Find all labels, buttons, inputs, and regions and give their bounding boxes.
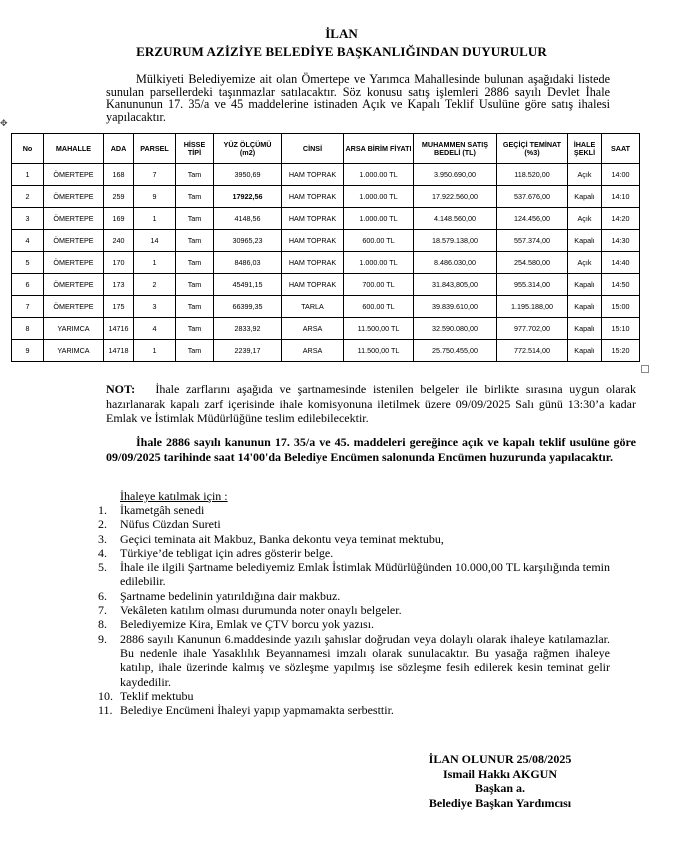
table-cell: 14:50 bbox=[602, 274, 640, 296]
table-cell: 66399,35 bbox=[214, 296, 282, 318]
table-cell: ÖMERTEPE bbox=[44, 164, 104, 186]
table-cell: ARSA bbox=[282, 318, 344, 340]
table-cell: 15:00 bbox=[602, 296, 640, 318]
signature-title: Belediye Başkan Yardımcısı bbox=[428, 795, 572, 810]
list-item-number: 9. bbox=[98, 631, 107, 646]
table-cell: 173 bbox=[104, 274, 134, 296]
table-cell: 1.000.00 TL bbox=[344, 252, 414, 274]
table-move-handle-icon[interactable]: ✥ bbox=[0, 119, 8, 129]
table-cell: 700.00 TL bbox=[344, 274, 414, 296]
column-header: GEÇİÇİ TEMİNAT (%3) bbox=[497, 134, 568, 164]
table-cell: 557.374,00 bbox=[497, 230, 568, 252]
table-cell: Tam bbox=[176, 340, 214, 362]
table-cell: 15:20 bbox=[602, 340, 640, 362]
table-cell: 2833,92 bbox=[214, 318, 282, 340]
list-item bbox=[98, 617, 610, 631]
table-cell: Tam bbox=[176, 252, 214, 274]
parcel-table bbox=[11, 133, 640, 362]
table-cell: 600.00 TL bbox=[344, 296, 414, 318]
list-item-number: 6. bbox=[98, 588, 107, 603]
table-cell: Tam bbox=[176, 208, 214, 230]
table-cell: Açık bbox=[568, 164, 602, 186]
table-cell: 2 bbox=[12, 186, 44, 208]
table-cell: 772.514,00 bbox=[497, 340, 568, 362]
table-cell: Kapalı bbox=[568, 296, 602, 318]
column-header: No bbox=[12, 134, 44, 164]
table-cell: 4 bbox=[134, 318, 176, 340]
list-item-number: 3. bbox=[98, 531, 107, 546]
table-cell: Kapalı bbox=[568, 318, 602, 340]
table-cell: 8 bbox=[12, 318, 44, 340]
list-item-text: Türkiye’de tebligat için adres gösterir belge. bbox=[120, 545, 334, 560]
column-header: HİSSE TİPİ bbox=[176, 134, 214, 164]
table-cell: Tam bbox=[176, 318, 214, 340]
list-item-text: Teklif mektubu bbox=[120, 688, 194, 703]
column-header: PARSEL bbox=[134, 134, 176, 164]
table-row bbox=[12, 296, 640, 318]
table-cell: 9 bbox=[12, 340, 44, 362]
table-cell: 2 bbox=[134, 274, 176, 296]
table-cell: 170 bbox=[104, 252, 134, 274]
list-item bbox=[98, 560, 610, 589]
auction-date-paragraph: İhale 2886 sayılı kanunun 17. 35/a ve 45. maddeleri gereğince açık ve kapalı teklif usulüne göre 09/09/2025 tarihinde saat 14'00'da Belediye Encümen salonunda Encümen huzurunda yapılacaktır. bbox=[106, 435, 636, 464]
table-cell: 31.843,805,00 bbox=[414, 274, 497, 296]
table-cell: HAM TOPRAK bbox=[282, 252, 344, 274]
table-cell: ÖMERTEPE bbox=[44, 186, 104, 208]
table-cell: ÖMERTEPE bbox=[44, 230, 104, 252]
table-cell: YARIMCA bbox=[44, 340, 104, 362]
table-cell: HAM TOPRAK bbox=[282, 186, 344, 208]
table-cell: 25.750.455,00 bbox=[414, 340, 497, 362]
intro-paragraph: Mülkiyeti Belediyemize ait olan Ömertepe ve Yarımca Mahallesinde bulunan aşağıdaki listede sunulan parsellerdeki taşınmazlar satılacaktır. Söz konusu satış işlemleri 2886 sayılı Devlet İhale Kanununun 17. 35/a ve 45 maddelerine istinaden Açık ve Kapalı Teklif Usulüne göre satış ihalesi yapılacaktır. bbox=[106, 72, 610, 124]
table-cell: 14:10 bbox=[602, 186, 640, 208]
table-cell: ÖMERTEPE bbox=[44, 208, 104, 230]
list-item bbox=[98, 689, 610, 703]
signature-role: Başkan a. bbox=[474, 781, 526, 796]
table-cell: Tam bbox=[176, 274, 214, 296]
table-cell: 15:10 bbox=[602, 318, 640, 340]
table-cell: Tam bbox=[176, 186, 214, 208]
table-cell: 1 bbox=[134, 340, 176, 362]
signature-name: Ismail Hakkı AKGUN bbox=[442, 766, 558, 781]
list-item-number: 8. bbox=[98, 617, 107, 632]
table-row bbox=[12, 318, 640, 340]
table-cell: 17922,56 bbox=[214, 186, 282, 208]
table-cell: Tam bbox=[176, 164, 214, 186]
column-header: İHALE ŞEKLİ bbox=[568, 134, 602, 164]
table-cell: 169 bbox=[104, 208, 134, 230]
list-item-number: 1. bbox=[98, 503, 107, 517]
table-cell: YARIMCA bbox=[44, 318, 104, 340]
table-cell: 3.950.690,00 bbox=[414, 164, 497, 186]
list-item-text: Belediye Encümeni İhaleyi yapıp yapmamakta serbesttir. bbox=[120, 703, 394, 718]
table-cell: 14:30 bbox=[602, 230, 640, 252]
table-cell: 3 bbox=[12, 208, 44, 230]
table-cell: ÖMERTEPE bbox=[44, 296, 104, 318]
column-header: CİNSİ bbox=[282, 134, 344, 164]
table-cell: 1 bbox=[12, 164, 44, 186]
table-row bbox=[12, 230, 640, 252]
table-cell: 1 bbox=[134, 208, 176, 230]
table-cell: 32.590.080,00 bbox=[414, 318, 497, 340]
list-item bbox=[98, 532, 610, 546]
table-cell: ÖMERTEPE bbox=[44, 274, 104, 296]
table-cell: 1.000.00 TL bbox=[344, 186, 414, 208]
table-cell: 14716 bbox=[104, 318, 134, 340]
table-cell: 600.00 TL bbox=[344, 230, 414, 252]
table-cell: 14:00 bbox=[602, 164, 640, 186]
table-cell: 17.922.560,00 bbox=[414, 186, 497, 208]
list-item bbox=[98, 603, 610, 617]
table-cell: HAM TOPRAK bbox=[282, 208, 344, 230]
table-cell: 1 bbox=[134, 252, 176, 274]
note-label: NOT: bbox=[106, 382, 136, 396]
table-cell: 1.195.188,00 bbox=[497, 296, 568, 318]
table-cell: Kapalı bbox=[568, 340, 602, 362]
table-cell: 955.314,00 bbox=[497, 274, 568, 296]
table-row bbox=[12, 340, 640, 362]
table-cell: 5 bbox=[12, 252, 44, 274]
table-cell: Açık bbox=[568, 208, 602, 230]
table-cell: 7 bbox=[12, 296, 44, 318]
table-cell: ÖMERTEPE bbox=[44, 252, 104, 274]
table-header-row bbox=[12, 134, 640, 164]
table-cell: HAM TOPRAK bbox=[282, 164, 344, 186]
table-cell: 3 bbox=[134, 296, 176, 318]
table-cell: HAM TOPRAK bbox=[282, 274, 344, 296]
table-cell: 8.486.030,00 bbox=[414, 252, 497, 274]
table-cell: HAM TOPRAK bbox=[282, 230, 344, 252]
table-row bbox=[12, 186, 640, 208]
list-item-number: 2. bbox=[98, 517, 107, 532]
table-cell: 3950,69 bbox=[214, 164, 282, 186]
table-cell: 977.702,00 bbox=[497, 318, 568, 340]
table-row bbox=[12, 274, 640, 296]
table-cell: 8486,03 bbox=[214, 252, 282, 274]
table-cell: 1.000.00 TL bbox=[344, 208, 414, 230]
column-header: ARSA BİRİM FİYATI bbox=[344, 134, 414, 164]
table-cell: 14:40 bbox=[602, 252, 640, 274]
column-header: SAAT bbox=[602, 134, 640, 164]
list-item-text: Şartname bedelinin yatırıldığına dair makbuz. bbox=[120, 588, 341, 603]
note-paragraph bbox=[106, 382, 636, 426]
table-cell: 124.456,00 bbox=[497, 208, 568, 230]
table-cell: 6 bbox=[12, 274, 44, 296]
column-header: YÜZ ÖLÇÜMÜ (m2) bbox=[214, 134, 282, 164]
list-item bbox=[98, 632, 610, 689]
table-cell: 18.579.138,00 bbox=[414, 230, 497, 252]
table-cell: 14 bbox=[134, 230, 176, 252]
table-row bbox=[12, 208, 640, 230]
list-item-text: İkametgâh senedi bbox=[120, 503, 205, 517]
table-cell: Tam bbox=[176, 230, 214, 252]
table-cell: 168 bbox=[104, 164, 134, 186]
list-item-text: Belediyemize Kira, Emlak ve ÇTV borcu yok yazısı. bbox=[120, 617, 375, 632]
table-cell: 14:20 bbox=[602, 208, 640, 230]
table-cell: 175 bbox=[104, 296, 134, 318]
table-cell: 39.839.610,00 bbox=[414, 296, 497, 318]
table-cell: 4148,56 bbox=[214, 208, 282, 230]
table-cell: 14718 bbox=[104, 340, 134, 362]
list-item bbox=[98, 546, 610, 560]
list-item bbox=[98, 589, 610, 603]
table-row bbox=[12, 252, 640, 274]
table-cell: 4 bbox=[12, 230, 44, 252]
table-cell: 7 bbox=[134, 164, 176, 186]
table-cell: Kapalı bbox=[568, 230, 602, 252]
table-cell: TARLA bbox=[282, 296, 344, 318]
list-item bbox=[98, 517, 610, 531]
list-item-text: Nüfus Cüzdan Sureti bbox=[120, 517, 221, 532]
list-item-number: 4. bbox=[98, 545, 107, 560]
page-subtitle: ERZURUM AZİZİYE BELEDİYE BAŞKANLIĞINDAN DUYURULUR bbox=[136, 44, 547, 59]
column-header: MUHAMMEN SATIŞ BEDELİ (TL) bbox=[414, 134, 497, 164]
table-cell: 259 bbox=[104, 186, 134, 208]
note-text: İhale zarflarını aşağıda ve şartnamesinde istenilen belgeler ile birlikte sırasına uygun olarak hazırlanarak kapalı zarf içerisinde ihale komisyonuna iletilmek üzere 09/09/2025 Salı günü 13:30’a kadar Emlak ve İstimlak Müdürlüğüne teslim edilebilecektir. bbox=[106, 382, 637, 426]
signature-date-line: İLAN OLUNUR 25/08/2025 bbox=[428, 752, 572, 766]
table-cell: Kapalı bbox=[568, 186, 602, 208]
table-cell: 4.148.560,00 bbox=[414, 208, 497, 230]
table-cell: 30965,23 bbox=[214, 230, 282, 252]
table-cell: Tam bbox=[176, 296, 214, 318]
column-header: ADA bbox=[104, 134, 134, 164]
table-cell: 240 bbox=[104, 230, 134, 252]
list-item bbox=[98, 703, 610, 717]
column-header: MAHALLE bbox=[44, 134, 104, 164]
table-cell: 2239,17 bbox=[214, 340, 282, 362]
table-cell: 11.500,00 TL bbox=[344, 340, 414, 362]
list-item bbox=[98, 503, 610, 517]
requirements-title: İhaleye katılmak için : bbox=[120, 489, 228, 503]
table-row bbox=[12, 164, 640, 186]
table-cell: 254.580,00 bbox=[497, 252, 568, 274]
list-item-number: 7. bbox=[98, 603, 107, 618]
requirements-list bbox=[98, 503, 610, 717]
table-cell: 11.500,00 TL bbox=[344, 318, 414, 340]
list-item-text: Vekâleten katılım olması durumunda noter onaylı belgeler. bbox=[120, 603, 402, 618]
table-cell: ARSA bbox=[282, 340, 344, 362]
signature-block bbox=[400, 752, 600, 810]
list-item-text: 2886 sayılı Kanunun 6.maddesinde yazılı şahıslar doğrudan veya dolaylı olarak ihaleye katılamazlar. Bu nedenle ihale Yasaklılık Beyannamesi imzalı olarak sunulacaktır. Bu yasağa rağmen ihaleye katılıp, ihale üzerinde kalmış ve sözleşme yapılmış ise sözleşme fesih edilerek kesin teminat gelir kaydedilir. bbox=[120, 631, 610, 689]
table-cell: 9 bbox=[134, 186, 176, 208]
list-item-number: 10. bbox=[98, 688, 113, 703]
table-cell: 537.676,00 bbox=[497, 186, 568, 208]
table-cell: 118.520,00 bbox=[497, 164, 568, 186]
table-resize-handle[interactable] bbox=[641, 365, 649, 373]
table-cell: 45491,15 bbox=[214, 274, 282, 296]
list-item-number: 5. bbox=[98, 560, 107, 575]
list-item-number: 11. bbox=[98, 703, 113, 718]
table-cell: Açık bbox=[568, 252, 602, 274]
table-cell: 1.000.00 TL bbox=[344, 164, 414, 186]
table-cell: Kapalı bbox=[568, 274, 602, 296]
list-item-text: İhale ile ilgili Şartname belediyemiz Emlak İstimlak Müdürlüğünden 10.000,00 TL karşılığında temin edilebilir. bbox=[120, 560, 610, 589]
page-title: İLAN bbox=[325, 26, 358, 41]
list-item-text: Geçici teminata ait Makbuz, Banka dekontu veya teminat mektubu, bbox=[120, 531, 444, 546]
